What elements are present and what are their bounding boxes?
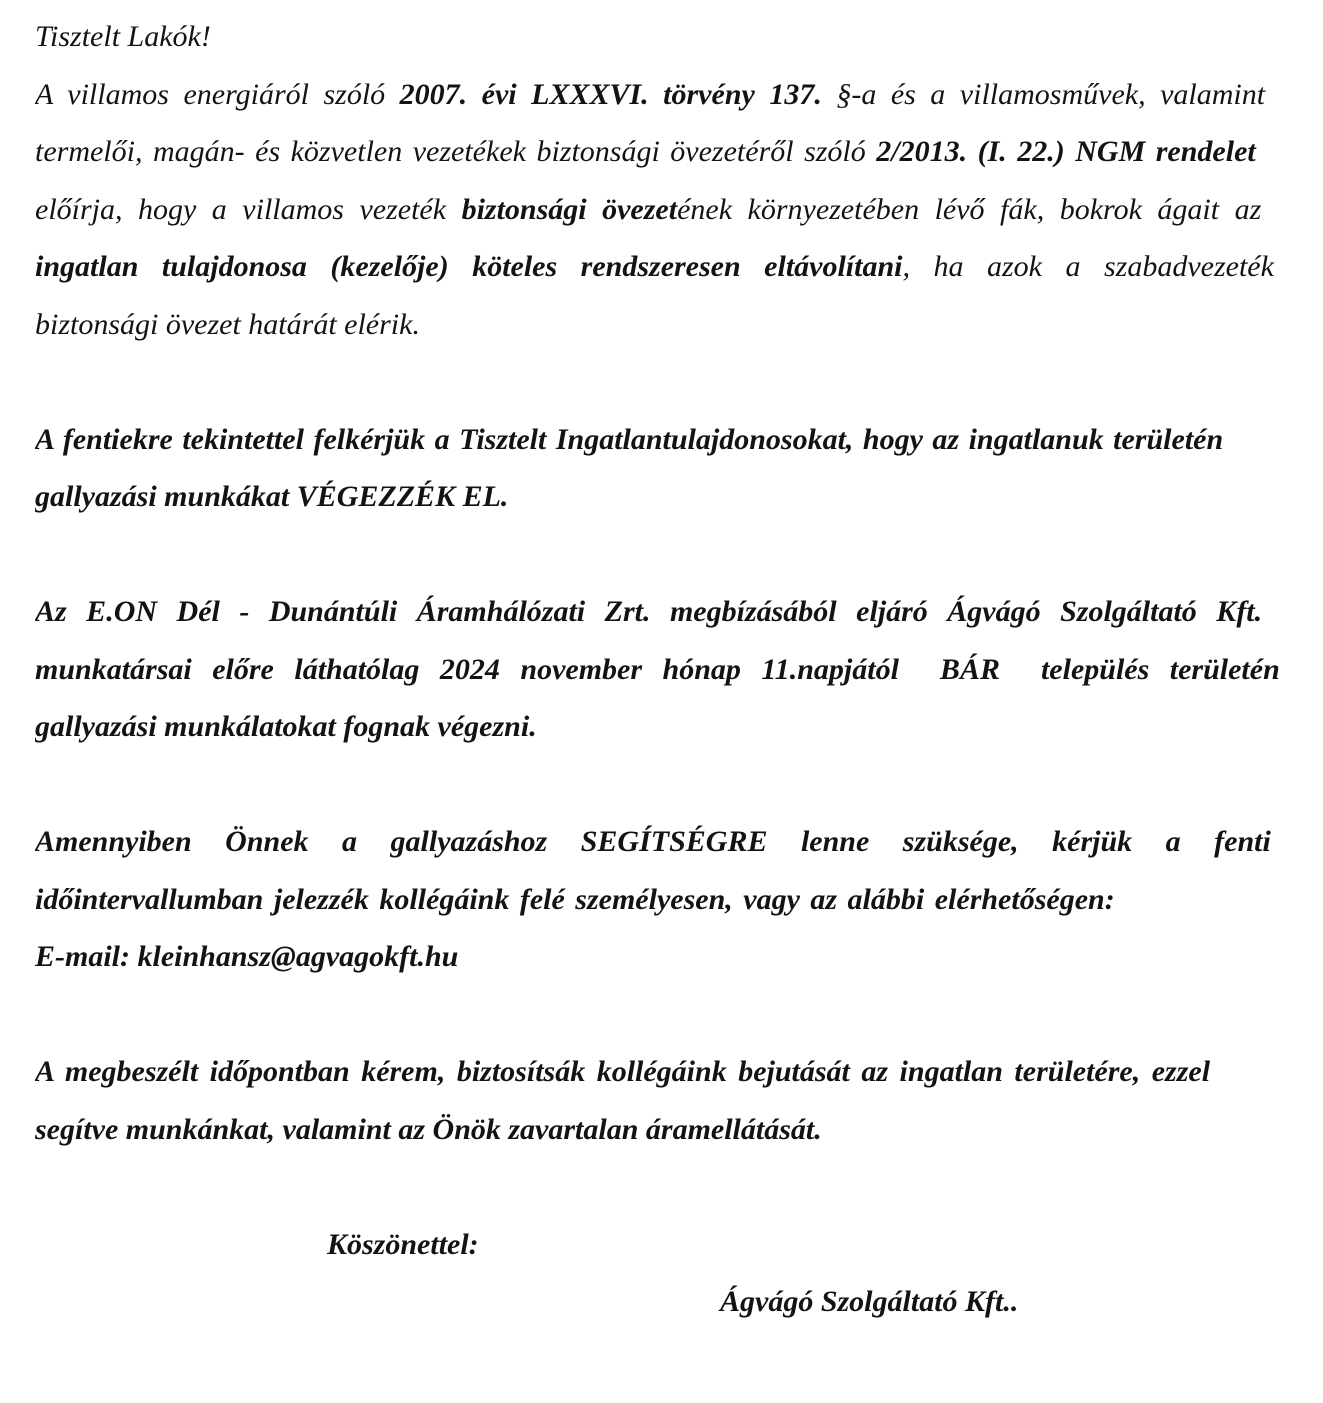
- text-segment: Tisztelt Lakók!: [35, 20, 211, 53]
- document-line: [35, 813, 1323, 871]
- text-segment-bold: Amennyiben Önnek a gallyazáshoz SEGÍTSÉGRE lenne szüksége, kérjük a fenti: [35, 825, 1271, 858]
- text-segment: ének környezetében lévő fák, bokrok ágait az: [677, 192, 1262, 226]
- text-segment: §-a és a villamosművek, valamint: [821, 77, 1266, 111]
- text-segment-bold: időintervallumban jelezzék kollégáink felé személyesen, vagy az alábbi elérhetőségen:: [35, 882, 1115, 916]
- text-segment: termelői, magán- és közvetlen vezetékek biztonsági övezetéről szóló: [35, 135, 877, 168]
- text-segment-bold: Köszönettel:: [327, 1227, 479, 1261]
- document-line: [35, 296, 1323, 354]
- document-line: [35, 8, 1323, 66]
- text-segment-bold: gallyazási munkákat VÉGEZZÉK EL.: [35, 480, 509, 513]
- text-segment: , ha azok a szabadvezeték: [902, 250, 1274, 283]
- text-segment-bold: munkatársai előre láthatólag 2024 november hónap 11.napjától BÁR település területén: [35, 652, 1280, 686]
- text-segment-bold: A fentiekre tekintettel felkérjük a Tisztelt Ingatlantulajdonosokat, hogy az ingatlanuk területén: [35, 422, 1224, 456]
- document-line: [35, 238, 1323, 296]
- signature-company: [35, 1273, 1323, 1331]
- text-segment: előírja, hogy a villamos vezeték: [35, 192, 462, 226]
- text-segment-bold: biztonsági övezet: [461, 192, 678, 226]
- text-segment-bold: 2007. évi LXXXVI. törvény 137.: [399, 77, 822, 111]
- text-segment-bold: ingatlan tulajdonosa (kezelője) köteles rendszeresen eltávolítani: [35, 250, 903, 283]
- email-line: [35, 928, 1323, 986]
- text-segment-bold: A megbeszélt időpontban kérem, biztosítsák kollégáink bejutását az ingatlan területére, ezzel: [35, 1055, 1211, 1088]
- text-segment-bold: segítve munkánkat, valamint az Önök zavartalan áramellátását.: [35, 1112, 822, 1146]
- text-segment-bold: Ágvágó Szolgáltató Kft..: [720, 1285, 1019, 1318]
- document-line: [35, 181, 1323, 239]
- document-line: [35, 411, 1323, 469]
- document-line: [35, 583, 1323, 641]
- document-line: [35, 1101, 1323, 1159]
- closing-paragraph: [35, 1216, 1323, 1331]
- document-line: [35, 1043, 1323, 1101]
- document-line: [35, 698, 1323, 756]
- document-line: [35, 123, 1323, 181]
- document-line: [35, 468, 1323, 526]
- text-segment: A villamos energiáról szóló: [35, 77, 400, 111]
- schedule-paragraph: [35, 583, 1323, 756]
- salutation: [35, 8, 1323, 66]
- text-segment-bold: gallyazási munkálatokat fognak végezni.: [35, 710, 537, 743]
- text-segment-bold: E-mail: kleinhansz@agvagokft.hu: [35, 940, 459, 973]
- document-line: [35, 641, 1323, 699]
- closing-salutation: [35, 1216, 1323, 1274]
- document-line: [35, 66, 1323, 124]
- request-paragraph: [35, 411, 1323, 526]
- contact-paragraph: [35, 813, 1323, 986]
- text-segment-bold: Az E.ON Dél - Dunántúli Áramhálózati Zrt. megbízásából eljáró Ágvágó Szolgáltató Kft.: [35, 595, 1263, 628]
- text-segment: biztonsági övezet határát elérik.: [35, 307, 420, 341]
- document-line: [35, 871, 1323, 929]
- legal-paragraph: [35, 66, 1323, 354]
- access-paragraph: [35, 1043, 1323, 1158]
- text-segment-bold: 2/2013. (I. 22.) NGM rendelet: [876, 135, 1256, 168]
